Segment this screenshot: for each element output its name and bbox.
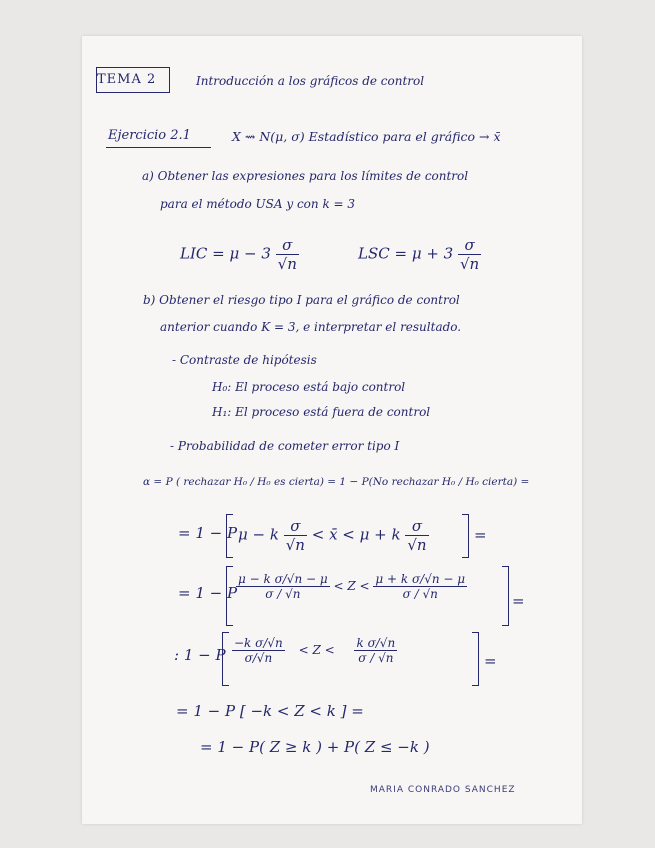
- step1-frac2-num: σ: [405, 517, 428, 536]
- page-title: Introducción a los gráficos de control: [196, 74, 425, 88]
- step1-frac1: [284, 517, 307, 554]
- part-b-line2: anterior cuando K = 3, e interpretar el resultado.: [160, 320, 462, 334]
- step1-left: μ − k: [238, 525, 279, 544]
- bullet-contraste: - Contraste de hipótesis: [172, 353, 317, 367]
- step2-left-bracket: [226, 566, 233, 626]
- step1-prefix: = 1 − P: [178, 524, 238, 542]
- step3-left-bracket: [222, 632, 229, 686]
- lsc-formula: [358, 236, 481, 273]
- bullet-probabilidad: - Probabilidad de cometer error tipo I: [170, 439, 400, 453]
- step3-body: [232, 636, 397, 665]
- lic-fraction: [276, 236, 299, 273]
- lic-sqrt-n: √n: [277, 255, 297, 273]
- step1-frac1-den: √n: [285, 536, 305, 554]
- exercise-underline: [106, 147, 211, 148]
- lsc-lhs: LSC = μ + 3: [358, 244, 454, 263]
- lic-sigma: σ: [276, 236, 299, 255]
- step4: = 1 − P [ −k < Z < k ] =: [176, 702, 364, 720]
- step2-frac1: [236, 572, 330, 601]
- lsc-sigma: σ: [458, 236, 481, 255]
- step2-frac2-den: σ / √n: [402, 587, 438, 601]
- lic-lhs: LIC = μ − 3: [180, 244, 271, 263]
- step3-equals: =: [484, 652, 497, 670]
- step2-body: [236, 572, 467, 601]
- step2-mid: < Z <: [333, 579, 370, 593]
- step1-equals: =: [474, 526, 487, 544]
- step1-right-bracket: [462, 514, 469, 558]
- step3-frac1-den: σ/√n: [244, 651, 273, 665]
- step3-frac2: [354, 636, 397, 665]
- step3-frac2-den: σ / √n: [358, 651, 394, 665]
- alpha-definition: α = P ( rechazar H₀ / H₀ es cierta) = 1 − P(No rechazar H₀ / H₀ cierta) =: [143, 476, 530, 488]
- step2-frac2-num: μ + k σ/√n − μ: [375, 572, 466, 586]
- step1-frac2: [405, 517, 428, 554]
- author-signature: MARIA CONRADO SANCHEZ: [370, 785, 516, 795]
- part-b-line1: b) Obtener el riesgo tipo I para el gráfico de control: [143, 293, 460, 307]
- lic-formula: [180, 236, 299, 273]
- step1-frac1-num: σ: [284, 517, 307, 536]
- step2-frac1-den: σ / √n: [265, 587, 301, 601]
- step2-prefix: = 1 − P: [178, 584, 238, 602]
- hypothesis-h0: H₀: El proceso está bajo control: [212, 380, 406, 394]
- part-a-line1: a) Obtener las expresiones para los límites de control: [142, 169, 469, 183]
- tema-box: [96, 67, 170, 93]
- tema-label: TEMA 2: [97, 72, 157, 87]
- step3-right-bracket: [472, 632, 479, 686]
- part-a-line2: para el método USA y con k = 3: [160, 197, 356, 211]
- step3-frac2-num: k σ/√n: [356, 636, 396, 650]
- step1-left-bracket: [226, 514, 233, 558]
- step2-frac1-num: μ − k σ/√n − μ: [238, 572, 328, 586]
- step3-prefix: : 1 − P: [174, 646, 226, 664]
- hypothesis-h1: H₁: El proceso está fuera de control: [212, 405, 431, 419]
- step2-right-bracket: [502, 566, 509, 626]
- step2-equals: =: [512, 592, 525, 610]
- exercise-statement: X ⇝ N(μ, σ) Estadístico para el gráfico → x̄: [232, 129, 501, 144]
- step3-frac1-num: −k σ/√n: [234, 636, 283, 650]
- step5: = 1 − P( Z ≥ k ) + P( Z ≤ −k ): [200, 738, 430, 756]
- step3-frac1: [232, 636, 285, 665]
- step1-body: [238, 517, 429, 554]
- step3-mid: < Z <: [298, 643, 335, 657]
- exercise-label: Ejercicio 2.1: [108, 128, 191, 143]
- step2-frac2: [373, 572, 467, 601]
- step1-frac2-den: √n: [407, 536, 427, 554]
- lsc-sqrt-n: √n: [460, 255, 480, 273]
- step1-mid: < x̄ < μ + k: [311, 525, 401, 544]
- lsc-fraction: [458, 236, 481, 273]
